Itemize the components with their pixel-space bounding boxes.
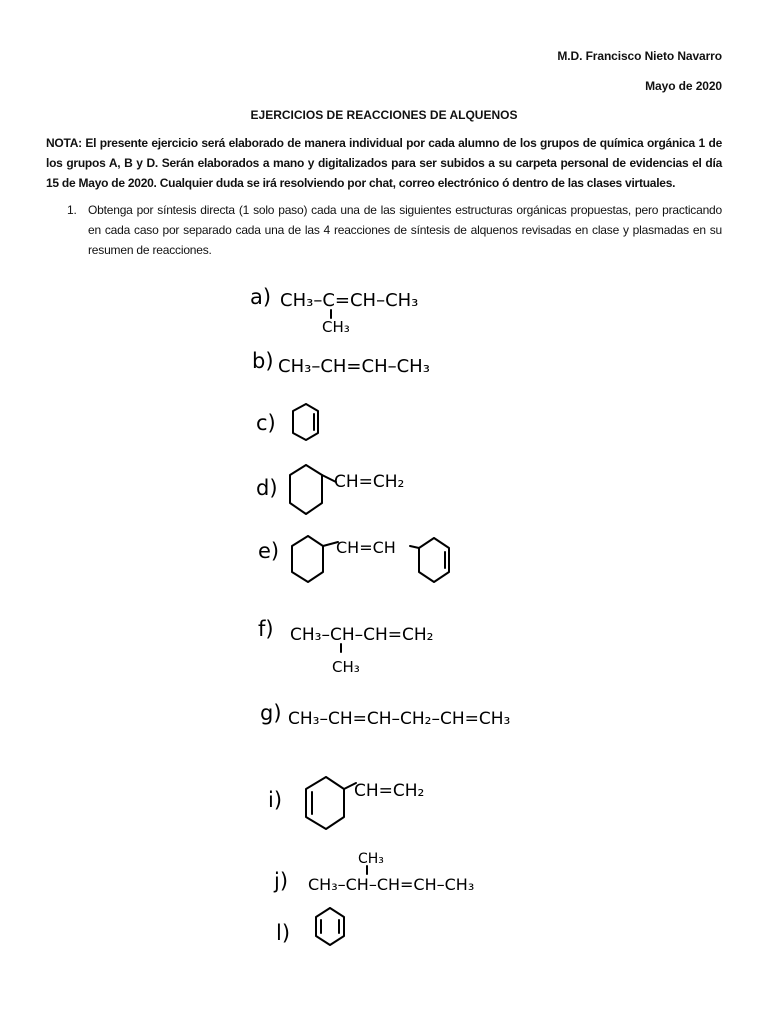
document-title: EJERCICIOS DE REACCIONES DE ALQUENOS: [250, 108, 518, 122]
label-j: j): [274, 869, 289, 893]
structure-d: [256, 465, 404, 514]
formula-g: CH₃–CH=CH–CH₂–CH=CH₃: [288, 709, 511, 729]
note-text: NOTA: El presente ejercicio será elaborado de manera individual por cada alumno de los grupos de química orgánica 1 de los grupos A, B y D. Serán elaborados a mano y digitalizados para ser subidos a su carpeta personal de evidencias el día 15 de Mayo de 2020. Cualquier duda se irá resolviendo por chat, correo electrónico ó dentro de las clases virtuales.: [46, 136, 722, 190]
structure-g: [260, 701, 510, 729]
label-l: l): [276, 921, 291, 945]
structure-a: [250, 285, 418, 336]
substituent-f: CH₃: [332, 658, 360, 676]
substituent-a: CH₃: [322, 318, 350, 336]
formula-j: CH₃–CH–CH=CH–CH₃: [308, 875, 475, 894]
label-g: g): [260, 701, 282, 725]
label-c: c): [256, 411, 276, 435]
label-f: f): [258, 617, 274, 641]
exercise-text: Obtenga por síntesis directa (1 solo paso) cada una de las siguientes estructuras orgánicas propuestas, pero practicando en cada caso por separado cada una de las 4 reacciones de síntesis de alquenos revisadas en clase y plasmadas en su resumen de reacciones.: [88, 203, 722, 257]
substituent-j: CH₃: [358, 851, 384, 867]
structure-e: [258, 536, 449, 582]
label-i: i): [268, 788, 283, 812]
formula-d: CH=CH₂: [334, 472, 405, 492]
date-line: Mayo de 2020: [645, 79, 722, 93]
formula-a: CH₃–C=CH–CH₃: [280, 290, 419, 311]
exercise-item: [46, 200, 722, 260]
formula-f: CH₃–CH–CH=CH₂: [290, 625, 434, 645]
formula-b: CH₃–CH=CH–CH₃: [278, 356, 430, 377]
structure-i: [268, 777, 424, 829]
label-e: e): [258, 539, 280, 563]
structure-l: [276, 908, 344, 945]
author-line: M.D. Francisco Nieto Navarro: [557, 49, 722, 63]
structure-b: [252, 349, 430, 377]
structure-j: [273, 851, 474, 894]
label-b: b): [252, 349, 274, 373]
exercise-number: 1.: [67, 203, 77, 217]
note-paragraph: [46, 133, 722, 193]
formula-e: CH=CH: [336, 538, 396, 557]
structure-f: [258, 617, 434, 676]
formula-i: CH=CH₂: [354, 781, 425, 801]
structure-c: [256, 404, 318, 440]
structures-svg: [246, 280, 542, 948]
label-d: d): [256, 476, 278, 500]
label-a: a): [250, 285, 272, 309]
handwritten-structures: [246, 280, 542, 948]
